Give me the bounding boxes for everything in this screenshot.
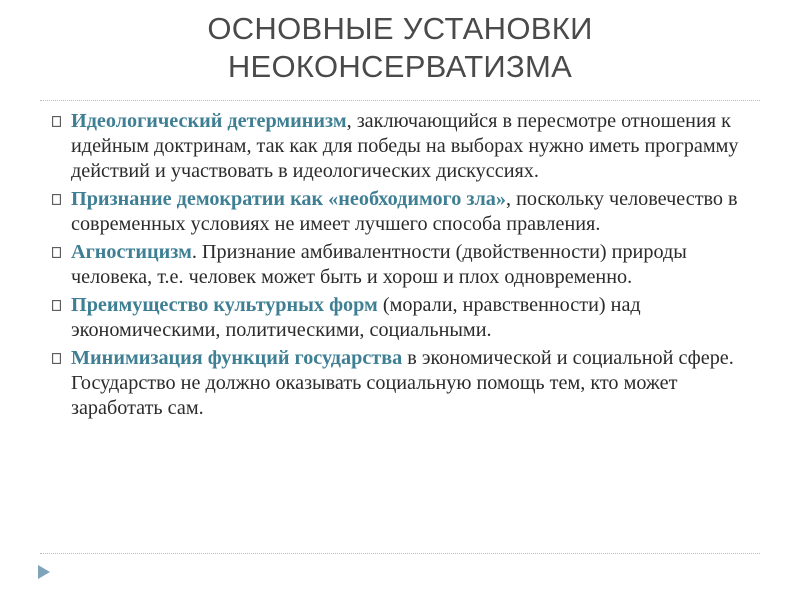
open-square-bullet-icon [52,346,71,371]
list-item [52,346,752,421]
list-item [52,187,752,237]
list-item-term: Агностицизм [71,241,192,263]
list-item [52,293,752,343]
open-square-bullet-icon [52,109,71,134]
list-item-term: Минимизация функций государства [71,347,403,369]
open-square-bullet-icon [52,240,71,265]
bottom-divider [40,553,760,554]
title-line-1: ОСНОВНЫЕ УСТАНОВКИ [207,11,593,46]
title-line-2: НЕОКОНСЕРВАТИЗМА [227,49,573,84]
triangle-marker-icon [38,565,50,579]
list-item-term: Признание демократии как «необходимого зла» [71,188,506,210]
list-item-body: , заключающийся в пересмотре отношения к идейным доктринам, так как для победы на выборах нужно иметь программу действий и участвовать в идеологических дискуссиях. [71,110,739,182]
list-item-body: , поскольку человечество в современных условиях не имеет лучшего способа правления. [71,188,738,235]
open-square-bullet-icon [52,293,71,318]
list-item [52,240,752,290]
list-item-term: Преимущество культурных форм [71,294,378,316]
list-item [52,109,752,184]
bullet-list [52,109,752,424]
list-item-text [71,187,752,237]
slide-title [0,0,800,96]
list-item-term: Идеологический детерминизм [71,110,347,132]
list-item-text [71,293,752,343]
list-item-text [71,109,752,184]
open-square-bullet-icon [52,187,71,212]
list-item-body: . Признание амбивалентности (двойственности) природы человека, т.е. человек может быть и хорош и плох одновременно. [71,241,687,288]
list-item-text [71,346,752,421]
list-item-text [71,240,752,290]
top-divider [40,100,760,101]
list-item-body: в экономической и социальной сфере. Государство не должно оказывать социальную помощь тем, кто может заработать сам. [71,347,734,419]
list-item-body: (морали, нравственности) над экономическими, политическими, социальными. [71,294,641,341]
